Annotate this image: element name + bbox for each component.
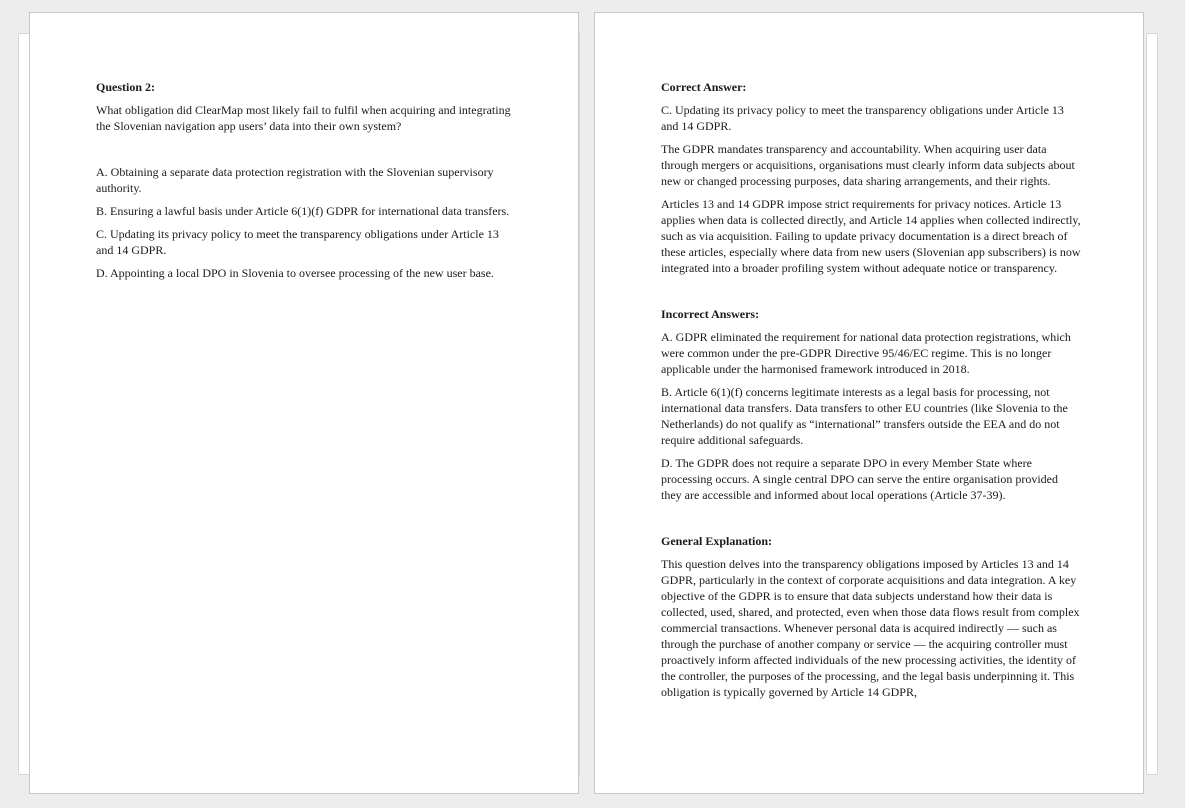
page-1-content	[96, 79, 516, 288]
option-c: C. Updating its privacy policy to meet the transparency obligations under Article 13 and 14 GDPR.	[96, 227, 499, 257]
question-text: What obligation did ClearMap most likely fail to fulfil when acquiring and integrating the Slovenian navigation app users’ data into their own system?	[96, 103, 511, 133]
general-explanation-text: This question delves into the transparency obligations imposed by Articles 13 and 14 GDPR, particularly in the context of corporate acquisitions and data integration. A key objective of the GDPR is to ensure that data subjects understand how their data is collected, used, shared, and protected, even when those data flows result from complex commercial transactions. Whenever personal data is acquired indirectly — such as through the purchase of another company or service — the acquiring controller must proactively inform affected individuals of the new processing activities, the identity of the controller, the purposes of the processing, and the legal basis underpinning it. This obligation is typically governed by Article 14 GDPR,	[661, 557, 1080, 699]
background-page-edge	[1146, 33, 1158, 775]
correct-answer-paragraph: Articles 13 and 14 GDPR impose strict requirements for privacy notices. Article 13 applies when data is collected directly, and Article 14 applies when collected indirectly, such as via acquisition. Failing to update privacy documentation is a direct breach of these articles, especially where data from new users (Slovenian app subscribers) is now integrated into a broader profiling system without adequate notice or transparency.	[661, 197, 1081, 275]
correct-answer-paragraph: The GDPR mandates transparency and accountability. When acquiring user data through mergers or acquisitions, organisations must clearly inform data subjects about new or changed processing purposes, data sharing arrangements, and their rights.	[661, 142, 1075, 188]
incorrect-answer-b: B. Article 6(1)(f) concerns legitimate interests as a legal basis for processing, not international data transfers. Data transfers to other EU countries (like Slovenia to the Netherlands) do not qualify as “international” transfers outside the EEA and do not require additional safeguards.	[661, 385, 1068, 447]
incorrect-answer-d: D. The GDPR does not require a separate DPO in every Member State where processing occurs. A single central DPO can serve the entire organisation provided they are accessible and informed about local operations (Article 37-39).	[661, 456, 1059, 502]
incorrect-answer-a: A. GDPR eliminated the requirement for national data protection registrations, which were common under the pre-GDPR Directive 95/46/EC regime. This is no longer applicable under the harmonised framework introduced in 2018.	[661, 330, 1071, 376]
document-page-1	[29, 12, 579, 794]
correct-answer-heading: Correct Answer:	[661, 80, 747, 94]
blank-line	[96, 141, 516, 164]
incorrect-answers-heading: Incorrect Answers:	[661, 307, 760, 321]
option-a: A. Obtaining a separate data protection registration with the Slovenian supervisory authority.	[96, 165, 494, 195]
blank-line	[661, 510, 1081, 533]
page-2-content	[661, 79, 1081, 707]
general-explanation-heading: General Explanation:	[661, 534, 773, 548]
option-b: B. Ensuring a lawful basis under Article 6(1)(f) GDPR for international data transfers.	[96, 204, 510, 218]
question-heading: Question 2:	[96, 80, 156, 94]
option-d: D. Appointing a local DPO in Slovenia to oversee processing of the new user base.	[96, 266, 494, 280]
blank-line	[661, 283, 1081, 306]
document-page-2	[594, 12, 1144, 794]
correct-answer-text: C. Updating its privacy policy to meet the transparency obligations under Article 13 and 14 GDPR.	[661, 103, 1064, 133]
